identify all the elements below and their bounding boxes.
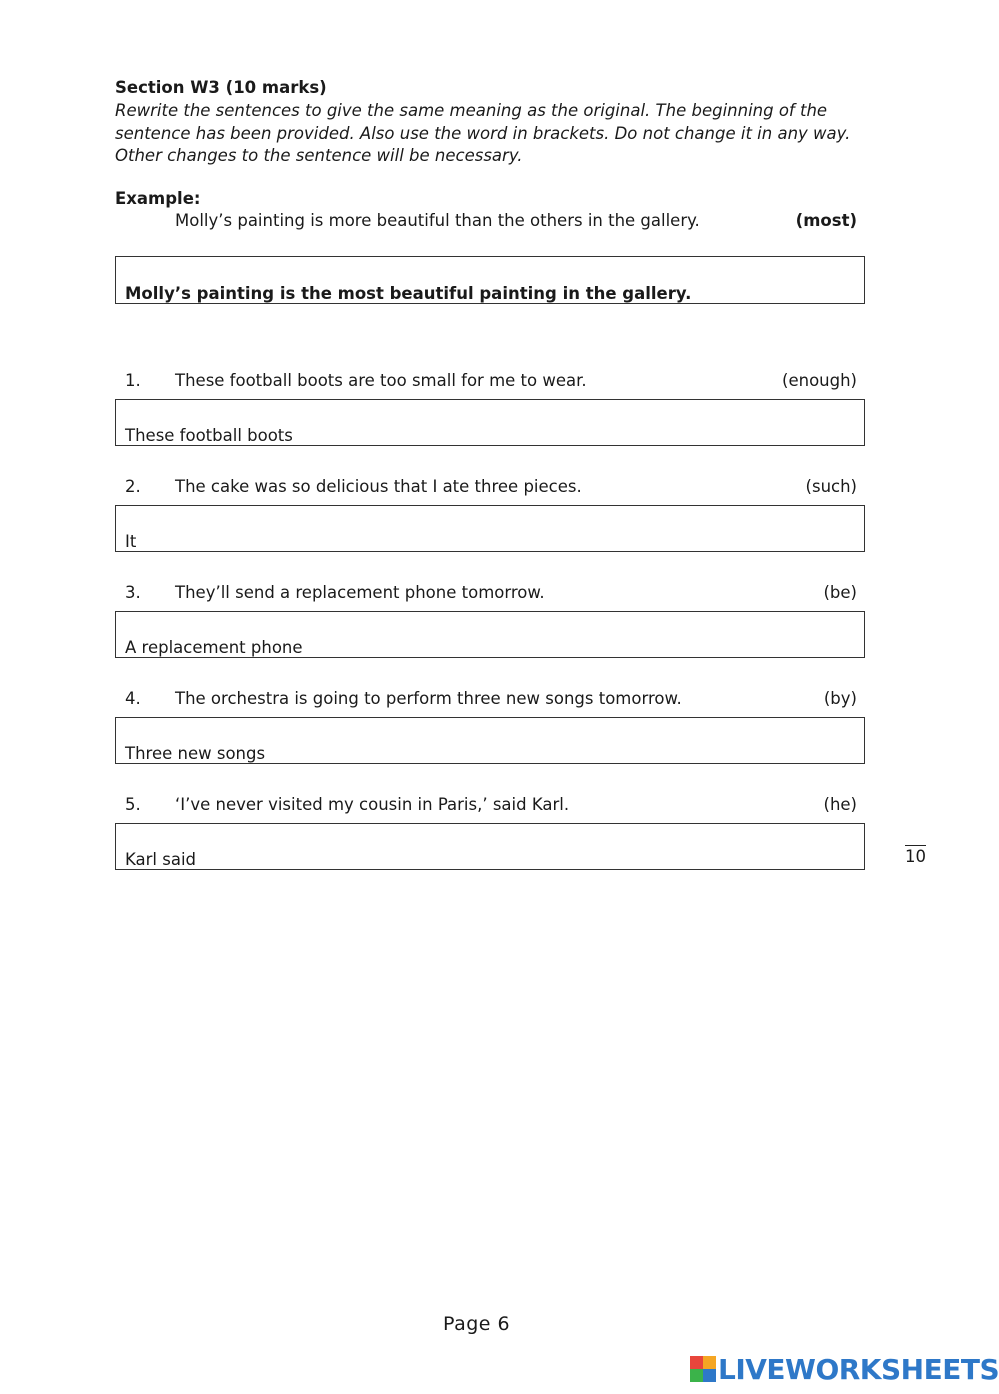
score-total: 10 xyxy=(905,847,926,866)
question-sentence: The cake was so delicious that I ate three pieces. xyxy=(175,477,582,496)
question-number: 5. xyxy=(125,795,141,814)
question-word: (be) xyxy=(823,583,857,602)
logo-tiles-icon xyxy=(690,1356,716,1382)
question-number: 3. xyxy=(125,583,141,602)
example-answer-box xyxy=(115,256,865,304)
answer-start: These football boots xyxy=(125,426,293,445)
question-word: (enough) xyxy=(782,371,857,390)
question-sentence: These football boots are too small for me to wear. xyxy=(175,371,587,390)
question-word: (such) xyxy=(805,477,857,496)
question-word: (he) xyxy=(823,795,857,814)
example-answer: Molly’s painting is the most beautiful painting in the gallery. xyxy=(125,284,692,303)
answer-box[interactable] xyxy=(115,611,865,658)
answer-start: It xyxy=(125,532,137,551)
answer-box[interactable] xyxy=(115,823,865,870)
logo-text: LIVEWORKSHEETS xyxy=(718,1352,999,1386)
answer-start: A replacement phone xyxy=(125,638,303,657)
page-number: Page 6 xyxy=(443,1313,511,1335)
question-number: 4. xyxy=(125,689,141,708)
question-number: 1. xyxy=(125,371,141,390)
liveworksheets-logo[interactable] xyxy=(690,1352,999,1386)
example-sentence: Molly’s painting is more beautiful than the others in the gallery. xyxy=(175,211,700,230)
example-label: Example: xyxy=(115,189,201,208)
answer-box[interactable] xyxy=(115,505,865,552)
answer-box[interactable] xyxy=(115,717,865,764)
answer-box[interactable] xyxy=(115,399,865,446)
section-title: Section W3 (10 marks) xyxy=(115,78,327,97)
answer-start: Karl said xyxy=(125,850,197,869)
question-word: (by) xyxy=(823,689,857,708)
question-sentence: ‘I’ve never visited my cousin in Paris,’ said Karl. xyxy=(175,795,570,814)
instructions: Rewrite the sentences to give the same meaning as the original. The beginning of the sentence has been provided. Also use the word in brackets. Do not change it in any way. Other changes to the sentence will be necessary. xyxy=(115,101,851,165)
question-number: 2. xyxy=(125,477,141,496)
answer-start: Three new songs xyxy=(125,744,266,763)
question-sentence: They’ll send a replacement phone tomorrow. xyxy=(175,583,545,602)
example-word: (most) xyxy=(795,211,857,230)
question-sentence: The orchestra is going to perform three new songs tomorrow. xyxy=(175,689,682,708)
